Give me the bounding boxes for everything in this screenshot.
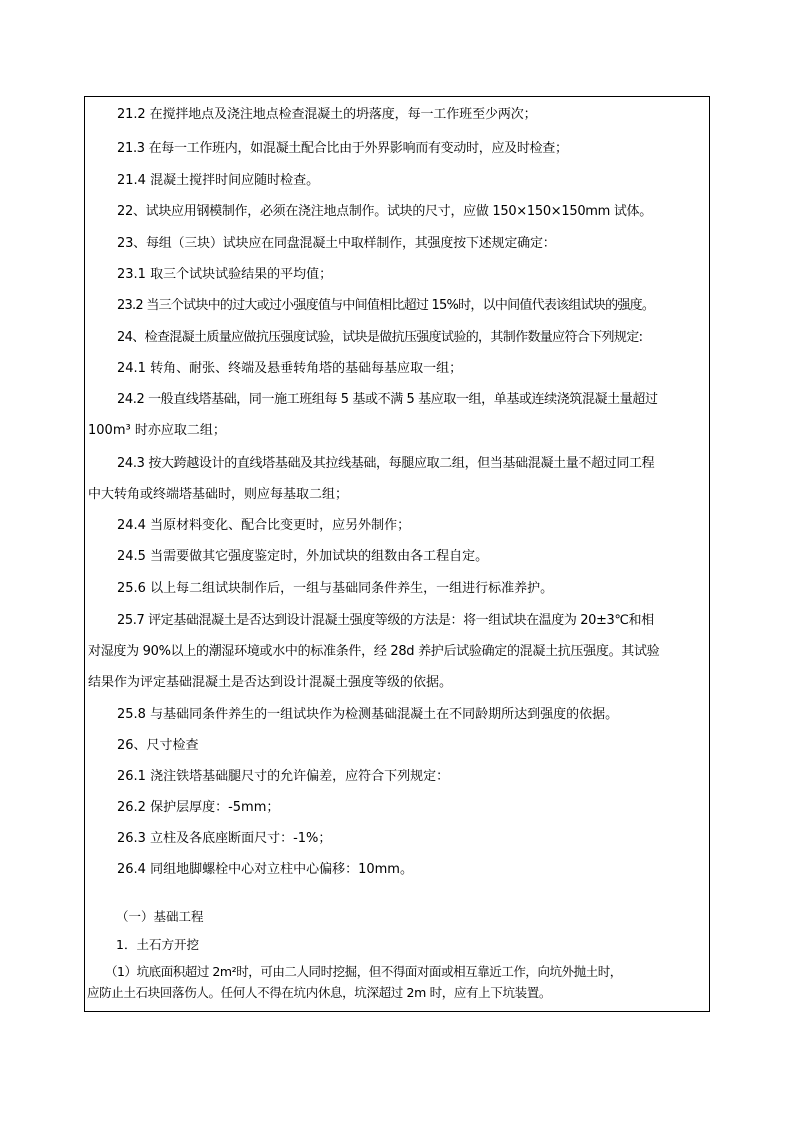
clause-24-2-cont: 100m³ 时亦应取二组； (88, 423, 226, 438)
clause-23: 23、每组（三块）试块应在同盘混凝土中取样制作，其强度按下述规定确定： (117, 236, 556, 251)
clause-25-7-cont-1: 对湿度为 90%以上的潮湿环境或水中的标准条件，经 28d 养护后试验确定的混凝土抗压强度。其试验 (88, 644, 660, 659)
clause-25-7: 25.7 评定基础混凝土是否达到设计混凝土强度等级的方法是：将一组试块在温度为 20±3℃和相 (117, 613, 654, 628)
section-subheading: 1．土石方开挖 (116, 937, 199, 952)
clause-24-3-cont: 中大转角或终端塔基础时，则应每基取二组； (88, 487, 349, 502)
clause-23-2: 23.2 当三个试块中的过大或过小强度值与中间值相比超过 15%时，以中间值代表该组试块的强度。 (117, 298, 655, 313)
clause-21-4: 21.4 混凝土搅拌时间应随时检查。 (117, 173, 320, 188)
clause-26-1: 26.1 浇注铁塔基础腿尺寸的允许偏差，应符合下列规定： (117, 769, 450, 784)
clause-25-8: 25.8 与基础同条件养生的一组试块作为检测基础混凝土在不同龄期所达到强度的依据。 (117, 707, 619, 722)
clause-24: 24、检查混凝土质量应做抗压强度试验，试块是做抗压强度试验的，其制作数量应符合下列规定: (117, 330, 643, 345)
clause-26-2: 26.2 保护层厚度：-5mm； (117, 800, 280, 815)
clause-26: 26、尺寸检查 (117, 738, 199, 753)
clause-24-2: 24.2 一般直线塔基础，同一施工班组每 5 基或不满 5 基应取一组，单基或连续浇筑混凝土量超过 (117, 392, 658, 407)
clause-24-1: 24.1 转角、耐张、终端及悬垂转角塔的基础每基应取一组； (117, 361, 463, 376)
section-heading: （一）基础工程 (116, 909, 204, 924)
section-paragraph-line-2: 应防止土石块回落伤人。任何人不得在坑内休息，坑深超过 2m 时，应有上下坑装置。 (87, 985, 552, 1000)
clause-23-1: 23.1 取三个试块试验结果的平均值； (117, 267, 333, 282)
clause-21-2: 21.2 在搅拌地点及浇注地点检查混凝土的坍落度，每一工作班至少两次； (117, 107, 537, 122)
clause-24-4: 24.4 当原材料变化、配合比变更时，应另外制作； (117, 518, 411, 533)
clause-26-4: 26.4 同组地脚螺栓中心对立柱中心偏移：10mm。 (117, 862, 413, 877)
clause-21-3: 21.3 在每一工作班内，如混凝土配合比由于外界影响而有变动时，应及时检查； (117, 141, 568, 156)
clause-25-7-cont-2: 结果作为评定基础混凝土是否达到设计混凝土强度等级的依据。 (88, 675, 453, 690)
clause-25-6: 25.6 以上每二组试块制作后，一组与基础同条件养生，一组进行标准养护。 (117, 581, 554, 596)
clause-24-5: 24.5 当需要做其它强度鉴定时，外加试块的组数由各工程自定。 (117, 549, 489, 564)
clause-26-3: 26.3 立柱及各底座断面尺寸：-1%； (117, 831, 332, 846)
clause-24-3: 24.3 按大跨越设计的直线塔基础及其拉线基础，每腿应取二组，但当基础混凝土量不超过同工程 (117, 456, 655, 471)
clause-22: 22、试块应用钢模制作，必须在浇注地点制作。试块的尺寸，应做 150×150×150mm 试体。 (117, 204, 652, 219)
section-paragraph-line-1: （1）坑底面积超过 2m²时，可由二人同时挖掘，但不得面对面或相互靠近工作，向坑外抛土时， (105, 964, 622, 979)
document-frame (84, 96, 710, 1012)
